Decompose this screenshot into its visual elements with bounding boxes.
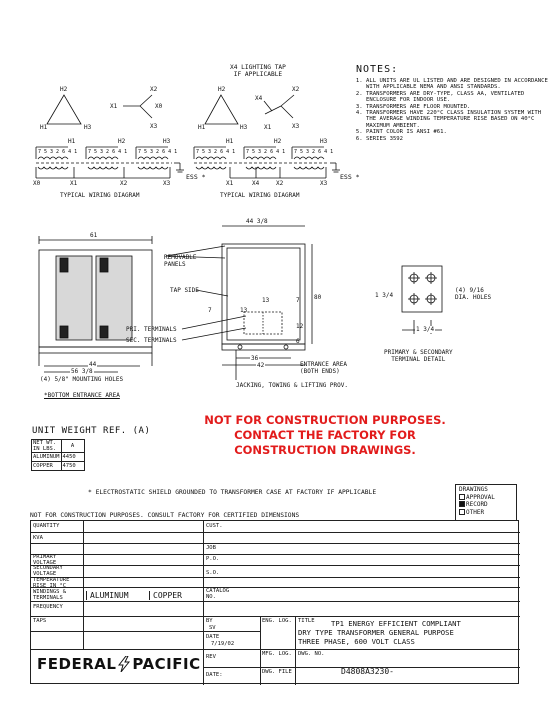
- ess-left-label: ESS: [186, 173, 198, 181]
- table-row: [32, 462, 85, 471]
- drawings-option-record[interactable]: [459, 501, 513, 509]
- drawings-option-other[interactable]: [459, 509, 513, 517]
- bot-x3-left: X3: [163, 180, 171, 187]
- kva-label: KVA: [33, 535, 43, 541]
- coil-h3-left: H3: [163, 138, 171, 145]
- taps-left-1: 7 5 3 2 6 4 1: [38, 149, 78, 155]
- dim-12: 12: [296, 323, 304, 330]
- table-cell: A: [61, 440, 84, 453]
- coil-h2-left: H2: [118, 138, 126, 145]
- terminal-dim-vertical: 1 3/4: [375, 292, 394, 299]
- taps-left-3: 7 5 3 2 6 4 1: [138, 149, 178, 155]
- brand-left: FEDERAL: [37, 655, 117, 673]
- aluminum-option[interactable]: [86, 591, 129, 600]
- dim-56-3-8: 56 3/8: [71, 368, 93, 375]
- label-x2-left: X2: [150, 86, 158, 93]
- label-h2-right: H2: [218, 86, 226, 93]
- record-checkbox[interactable]: [459, 501, 465, 507]
- terminal-detail-caption: PRIMARY & SECONDARY TERMINAL DETAIL: [384, 349, 453, 363]
- ess-left: ESS *: [186, 173, 206, 181]
- label-x3-left: X3: [150, 123, 158, 130]
- nfc-banner: NOT FOR CONSTRUCTION PURPOSES. CONSULT FACTORY FOR CERTIFIED DIMENSIONS: [30, 512, 300, 519]
- coil-h1-left: H1: [68, 138, 76, 145]
- terminal-dim-horizontal: 1 3/4: [416, 326, 435, 333]
- jacking-label: JACKING, TOWING & LIFTING PROV.: [236, 382, 348, 389]
- table-cell: ALUMINUM: [33, 454, 60, 460]
- coil-h1-right: H1: [226, 138, 234, 145]
- warning-line: CONTACT THE FACTORY FOR: [234, 428, 416, 442]
- option-label: APPROVAL: [466, 493, 495, 501]
- label-x1-left: X1: [110, 103, 118, 110]
- shield-note: * ELECTROSTATIC SHIELD GROUNDED TO TRANSFORMER CASE AT FACTORY IF APPLICABLE: [88, 489, 377, 496]
- wiring-diagrams: [0, 0, 360, 210]
- dim-13-top: 13: [262, 297, 270, 304]
- dwg-no-label: DWG. NO.: [298, 651, 325, 657]
- front-view: [39, 236, 152, 372]
- unit-weight-title: UNIT WEIGHT REF. (A): [32, 426, 151, 436]
- bot-x1-right: X1: [226, 180, 234, 187]
- dim-height-80: 80: [314, 294, 322, 301]
- bot-x1-left: X1: [70, 180, 78, 187]
- primary-delta-left: [47, 95, 81, 124]
- brand-right: PACIFIC: [132, 655, 201, 673]
- pri-terminals-label: PRI. TERMINALS: [126, 326, 177, 333]
- dim-44: 44: [89, 361, 97, 368]
- drawings-title: DRAWINGS: [459, 486, 488, 493]
- secondary-wye-right: [264, 95, 294, 118]
- coil-h2-right: H2: [274, 138, 282, 145]
- table-row: [32, 440, 85, 453]
- approval-checkbox[interactable]: [459, 494, 465, 500]
- caption-left: TYPICAL WIRING DIAGRAM: [60, 192, 140, 199]
- dim-42: 42: [257, 362, 265, 369]
- title-label: TITLE: [298, 618, 315, 624]
- primary-voltage-label: PRIMARY VOLTAGE: [33, 554, 57, 566]
- dim-6: 6: [296, 338, 300, 345]
- drawings-checkbox-group: [455, 484, 517, 521]
- frequency-label: FREQUENCY: [33, 604, 63, 610]
- label-x0-left: X0: [155, 103, 163, 110]
- copper-option[interactable]: [149, 591, 182, 600]
- drawings-option-approval[interactable]: [459, 494, 513, 502]
- unit-weight-table: [31, 439, 85, 471]
- job-label: JOB: [206, 545, 216, 551]
- ess-right: ESS *: [340, 173, 360, 181]
- mfg-log-label: MFG. LOG.: [262, 651, 292, 657]
- title-line-1: TP1 ENERGY EFFICIENT COMPLIANT: [331, 619, 461, 628]
- lightning-bolt-icon: [117, 656, 131, 672]
- federal-pacific-logo: [37, 655, 201, 673]
- bot-x0-left: X0: [33, 180, 41, 187]
- option-label: OTHER: [466, 508, 485, 516]
- cust-label: CUST.: [206, 523, 223, 529]
- notes-block: [356, 64, 548, 142]
- title-line-2: DRY TYPE TRANSFORMER GENERAL PURPOSE: [298, 628, 454, 637]
- rev-label: REV: [206, 654, 216, 660]
- note-item: 4. TRANSFORMERS HAVE 220°C CLASS INSULATION SYSTEM WITH THE AVERAGE WINDING TEMPERATURE RISE BASED ON 40°C MAXIMUM AMBIENT.: [366, 110, 548, 129]
- construction-warning: [190, 413, 460, 458]
- eng-log-label: ENG. LOG.: [262, 618, 292, 624]
- bot-x4-right: X4: [252, 180, 260, 187]
- note-item: 5. PAINT COLOR IS ANSI #61.: [366, 129, 548, 135]
- sec-terminals-label: SEC. TERMINALS: [126, 337, 177, 344]
- title-line-3: THREE PHASE, 600 VOLT CLASS: [298, 637, 415, 646]
- date-value: 7/19/02: [211, 641, 235, 647]
- taps-label: TAPS: [33, 618, 47, 624]
- option-label: RECORD: [466, 501, 488, 508]
- catalog-label: CATALOG NO.: [206, 588, 230, 600]
- taps-right-2: 7 5 3 2 6 4 1: [246, 149, 286, 155]
- warning-line: NOT FOR CONSTRUCTION PURPOSES.: [204, 413, 446, 427]
- dim-width-61: 61: [90, 232, 98, 239]
- x4-lighting-note: X4 LIGHTING TAP IF APPLICABLE: [230, 64, 286, 78]
- bot-x2-right: X2: [276, 180, 284, 187]
- caption-right: TYPICAL WIRING DIAGRAM: [220, 192, 300, 199]
- notes-list: [356, 78, 548, 142]
- so-label: S.O.: [206, 570, 220, 576]
- label-x4-right: X4: [255, 95, 263, 102]
- by-label: BY: [206, 618, 213, 624]
- entrance-area-label: ENTRANCE AREA (BOTH ENDS): [300, 361, 347, 375]
- po-label: P.O.: [206, 556, 220, 562]
- label-h1-left: H1: [40, 124, 48, 131]
- side-view: [166, 226, 312, 380]
- temperature-rise-label: TEMPERATURE RISE IN °C: [33, 577, 70, 589]
- taps-right-1: 7 5 3 2 6 4 1: [196, 149, 236, 155]
- dwg-no-value: D4808A3230-: [341, 667, 394, 676]
- table-cell: 4750: [61, 462, 84, 471]
- primary-delta-right: [205, 95, 238, 124]
- bot-x3-right: X3: [320, 180, 328, 187]
- dim-13-mid: 13: [240, 307, 248, 314]
- label-x1-right: X1: [264, 124, 272, 131]
- taps-right-3: 7 5 3 2 6 4 1: [294, 149, 334, 155]
- table-cell: 4450: [61, 453, 84, 462]
- note-item: 3. TRANSFORMERS ARE FLOOR MOUNTED.: [366, 104, 548, 110]
- terminal-plate: [402, 266, 442, 334]
- other-checkbox[interactable]: [459, 509, 465, 515]
- dim-36: 36: [251, 355, 259, 362]
- quantity-label: QUANTITY: [33, 523, 60, 529]
- windings-label: WINDINGS & TERMINALS: [33, 589, 67, 601]
- note-item: 2. TRANSFORMERS ARE DRY-TYPE, CLASS AA, VENTILATED ENCLOSURE FOR INDOOR USE.: [366, 91, 548, 104]
- secondary-wye-left: [123, 95, 152, 118]
- table-cell: COPPER: [32, 462, 62, 471]
- copper-label: COPPER: [153, 591, 182, 600]
- ess-right-label: ESS: [340, 173, 352, 181]
- label-h1-right: H1: [198, 124, 206, 131]
- date-label: DATE: [206, 634, 220, 640]
- title-block-form: [30, 520, 519, 684]
- coil-h3-right: H3: [320, 138, 328, 145]
- dim-depth-44-3-8: 44 3/8: [246, 218, 268, 225]
- secondary-voltage-label: SECONDARY VOLTAGE: [33, 565, 63, 577]
- tap-side-label: TAP SIDE: [170, 287, 199, 294]
- removable-panels-label: REMOVABLE PANELS: [164, 254, 197, 268]
- taps-left-2: 7 5 3 2 6 4 1: [88, 149, 128, 155]
- label-x2-right: X2: [292, 86, 300, 93]
- notes-header: NOTES:: [356, 64, 399, 75]
- dwg-file-label: DWG. FILE: [262, 669, 292, 675]
- table-row: [32, 453, 85, 462]
- label-h3-right: H3: [240, 124, 248, 131]
- aluminum-label: ALUMINUM: [90, 591, 129, 600]
- note-item: 6. SERIES 3592: [366, 136, 548, 142]
- terminal-holes-label: (4) 9/16 DIA. HOLES: [455, 287, 492, 301]
- mounting-holes-label: (4) 5/8" MOUNTING HOLES: [40, 376, 124, 383]
- by-value: SV: [209, 625, 216, 631]
- label-h2-left: H2: [60, 86, 68, 93]
- note-item: 1. ALL UNITS ARE UL LISTED AND ARE DESIGNED IN ACCORDANCE WITH APPLICABLE NEMA AND ANSI STANDARDS.: [366, 78, 548, 91]
- dim-7-left: 7: [208, 307, 212, 314]
- label-h3-left: H3: [84, 124, 92, 131]
- label-x3-right: X3: [292, 123, 300, 130]
- warning-line: CONSTRUCTION DRAWINGS.: [234, 443, 416, 457]
- dim-7-right: 7: [296, 297, 300, 304]
- bot-x2-left: X2: [120, 180, 128, 187]
- bottom-entrance-label: *BOTTOM ENTRANCE AREA: [44, 392, 120, 399]
- table-cell: NET WT. IN LBS.: [32, 440, 62, 453]
- date2-label: DATE:: [206, 672, 223, 678]
